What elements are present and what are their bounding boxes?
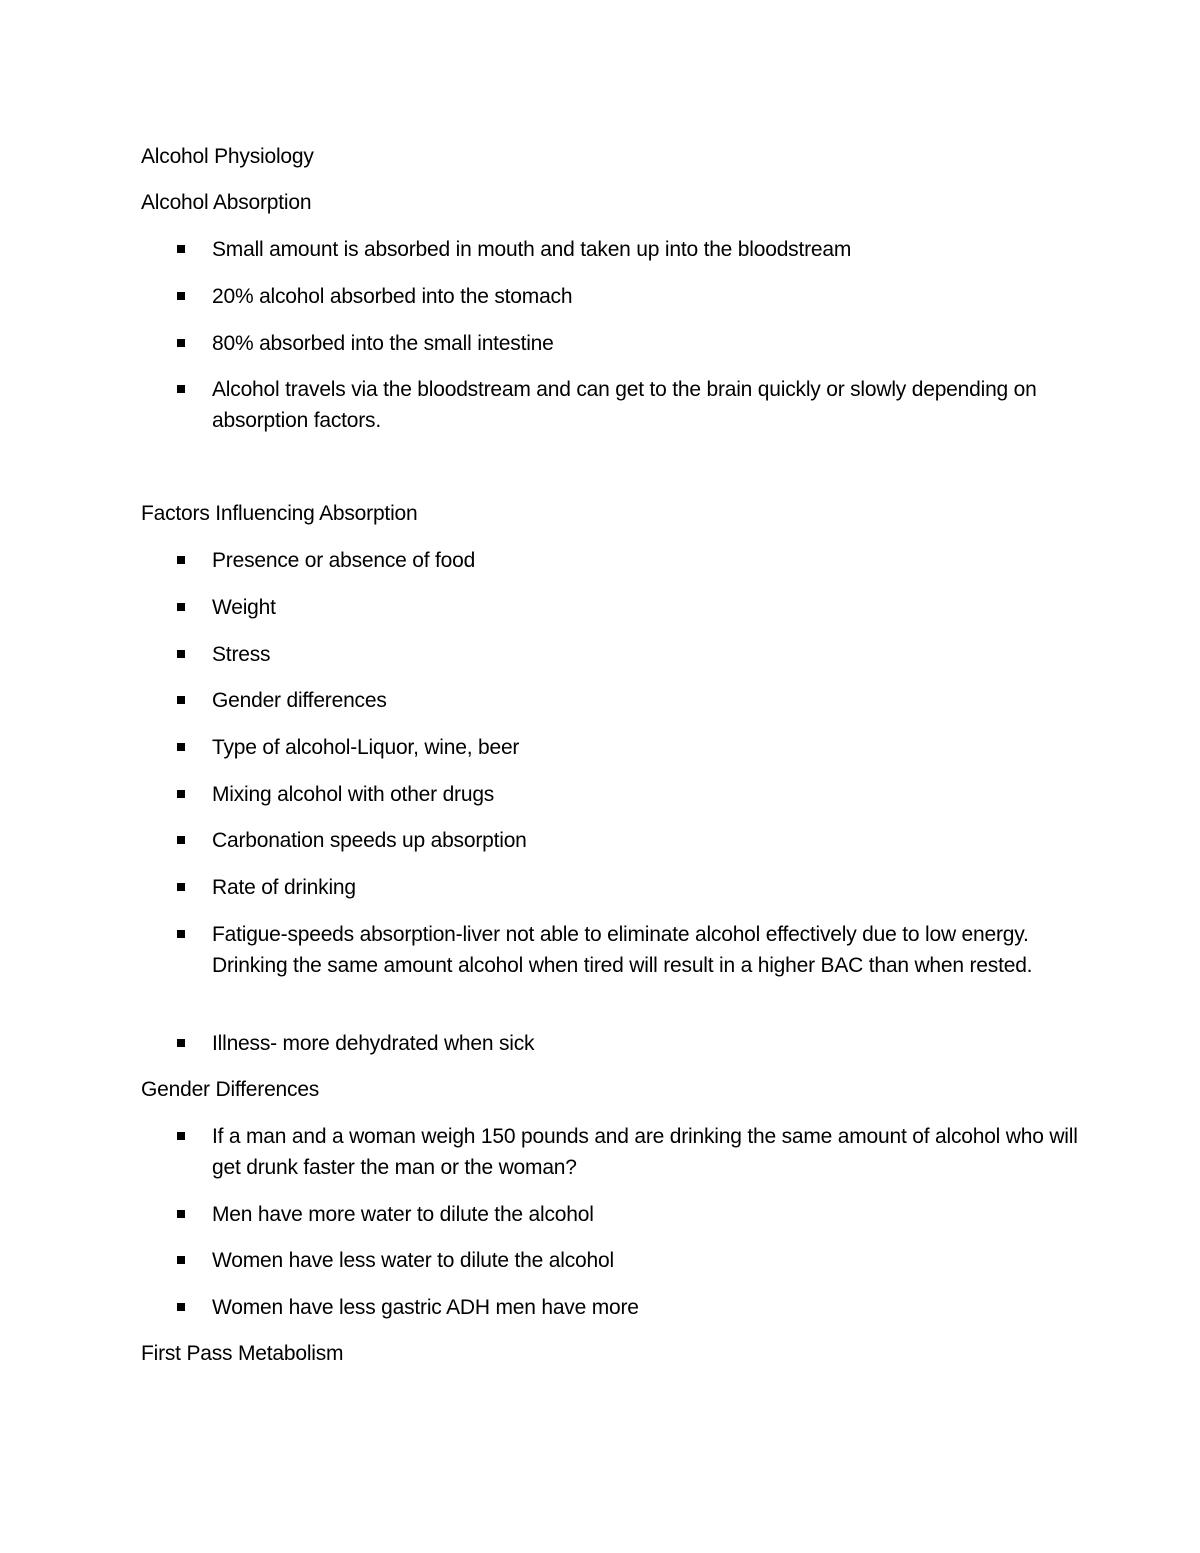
list-item: 20% alcohol absorbed into the stomach [212, 285, 573, 308]
bullet-icon [177, 385, 185, 393]
bullet-icon [177, 556, 185, 564]
list-item: Alcohol travels via the bloodstream and can get to the brain quickly or slowly depending on absorption factors. [212, 378, 1037, 432]
list-item: Illness- more dehydrated when sick [212, 1032, 535, 1055]
bullet-icon [177, 1132, 185, 1140]
list-item: Stress [212, 643, 271, 666]
bullet-icon [177, 1210, 185, 1218]
section-heading-alcohol-absorption: Alcohol Absorption [141, 191, 312, 214]
section-heading-factors-influencing-absorption: Factors Influencing Absorption [141, 502, 418, 525]
section-heading-first-pass-metabolism: First Pass Metabolism [141, 1342, 344, 1365]
list-item: Type of alcohol-Liquor, wine, beer [212, 736, 520, 759]
bullet-icon [177, 292, 185, 300]
document-title: Alcohol Physiology [141, 145, 314, 168]
list-item: Presence or absence of food [212, 549, 476, 572]
bullet-icon [177, 1303, 185, 1311]
list-item: Men have more water to dilute the alcohol [212, 1203, 594, 1226]
bullet-icon [177, 696, 185, 704]
bullet-icon [177, 883, 185, 891]
bullet-icon [177, 1039, 185, 1047]
list-item: Fatigue-speeds absorption-liver not able to eliminate alcohol effectively due to low energy. Drinking the same amount alcohol when tired will result in a higher BAC than when rested. [212, 923, 1033, 977]
list-item: Weight [212, 596, 276, 619]
list-item: Women have less water to dilute the alcohol [212, 1249, 614, 1272]
bullet-icon [177, 743, 185, 751]
list-item: Gender differences [212, 689, 387, 712]
list-item: Mixing alcohol with other drugs [212, 783, 495, 806]
bullet-icon [177, 650, 185, 658]
bullet-icon [177, 930, 185, 938]
bullet-icon [177, 1256, 185, 1264]
list-item: Rate of drinking [212, 876, 356, 899]
section-heading-gender-differences: Gender Differences [141, 1078, 320, 1101]
bullet-icon [177, 339, 185, 347]
bullet-icon [177, 245, 185, 253]
bullet-icon [177, 603, 185, 611]
list-item: Carbonation speeds up absorption [212, 829, 527, 852]
list-item: Women have less gastric ADH men have more [212, 1296, 639, 1319]
bullet-icon [177, 790, 185, 798]
list-item: If a man and a woman weigh 150 pounds and are drinking the same amount of alcohol who will get drunk faster the man or the woman? [212, 1125, 1078, 1179]
list-item: Small amount is absorbed in mouth and taken up into the bloodstream [212, 238, 852, 261]
list-item: 80% absorbed into the small intestine [212, 332, 554, 355]
bullet-icon [177, 836, 185, 844]
